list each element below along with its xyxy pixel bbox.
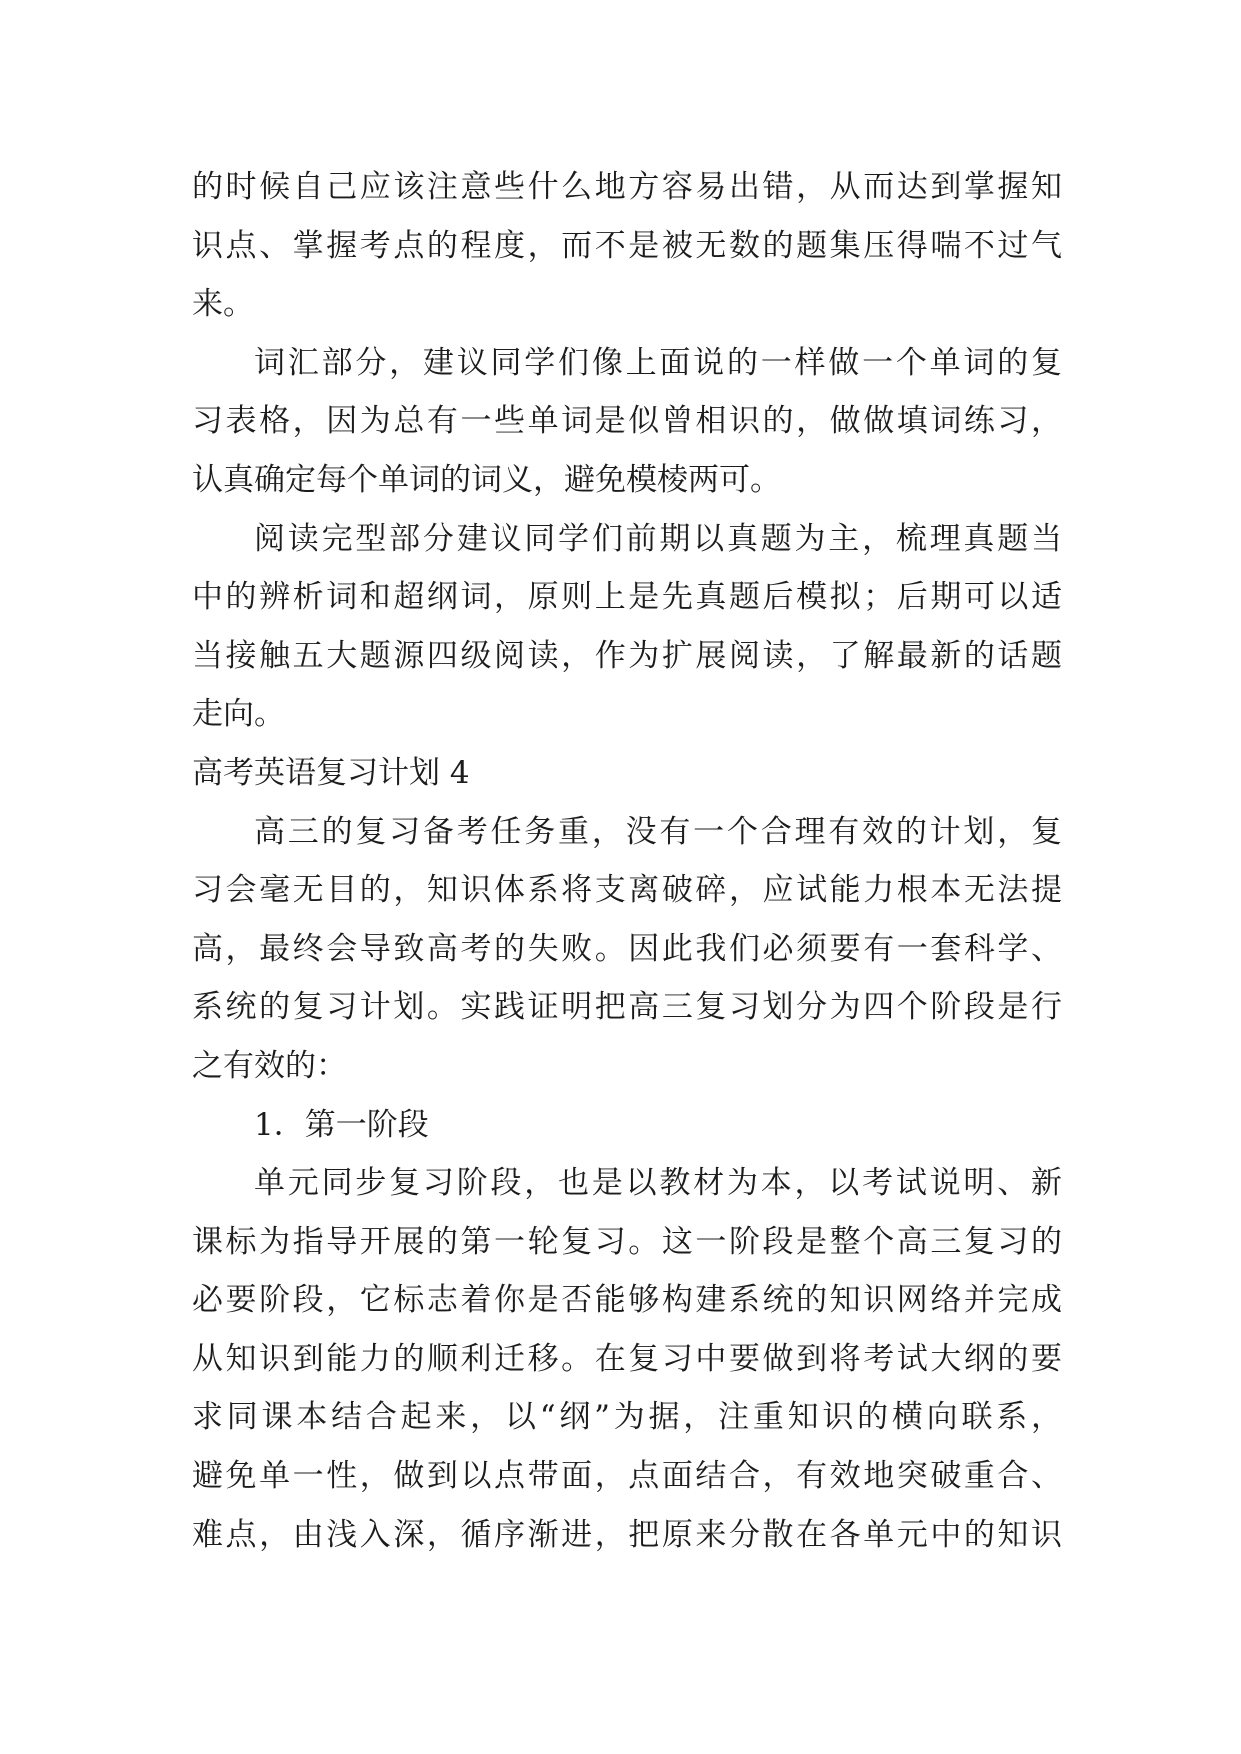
text-line: 难点，由浅入深，循序渐进，把原来分散在各单元中的知识	[192, 1516, 1062, 1553]
paragraph-first-line: 词汇部分，建议同学们像上面说的一样做一个单词的复	[254, 344, 1062, 381]
text-line: 之有效的：	[192, 1047, 347, 1084]
text-line: 求同课本结合起来，以“纲”为据，注重知识的横向联系，	[192, 1399, 1062, 1436]
subsection-heading: 1．第一阶段	[254, 1106, 429, 1143]
text-line: 避免单一性，做到以点带面，点面结合，有效地突破重合、	[192, 1458, 1062, 1495]
text-line: 课标为指导开展的第一轮复习。这一阶段是整个高三复习的	[192, 1223, 1062, 1260]
text-line: 从知识到能力的顺利迁移。在复习中要做到将考试大纲的要	[192, 1340, 1062, 1377]
text-line: 走向。	[192, 696, 285, 733]
text-line: 认真确定每个单词的词义，避免模棱两可。	[192, 461, 781, 498]
text-line: 习表格，因为总有一些单词是似曾相识的，做做填词练习，	[192, 403, 1062, 440]
text-line: 系统的复习计划。实践证明把高三复习划分为四个阶段是行	[192, 989, 1062, 1026]
text-line: 来。	[192, 286, 254, 323]
document-body	[192, 158, 1062, 1564]
section-heading: 高考英语复习计划 4	[192, 754, 470, 791]
text-line: 当接触五大题源四级阅读，作为扩展阅读，了解最新的话题	[192, 637, 1062, 674]
paragraph-first-line: 单元同步复习阶段，也是以教材为本，以考试说明、新	[254, 1165, 1062, 1202]
paragraph-first-line: 阅读完型部分建议同学们前期以真题为主，梳理真题当	[254, 520, 1062, 557]
text-line: 识点、掌握考点的程度，而不是被无数的题集压得喘不过气	[192, 227, 1062, 264]
paragraph-first-line: 高三的复习备考任务重，没有一个合理有效的计划，复	[254, 813, 1062, 850]
text-line: 中的辨析词和超纲词，原则上是先真题后模拟；后期可以适	[192, 579, 1062, 616]
text-line: 习会毫无目的，知识体系将支离破碎，应试能力根本无法提	[192, 872, 1062, 909]
text-line: 必要阶段，它标志着你是否能够构建系统的知识网络并完成	[192, 1282, 1062, 1319]
text-line: 高，最终会导致高考的失败。因此我们必须要有一套科学、	[192, 930, 1062, 967]
text-line: 的时候自己应该注意些什么地方容易出错，从而达到掌握知	[192, 169, 1062, 205]
